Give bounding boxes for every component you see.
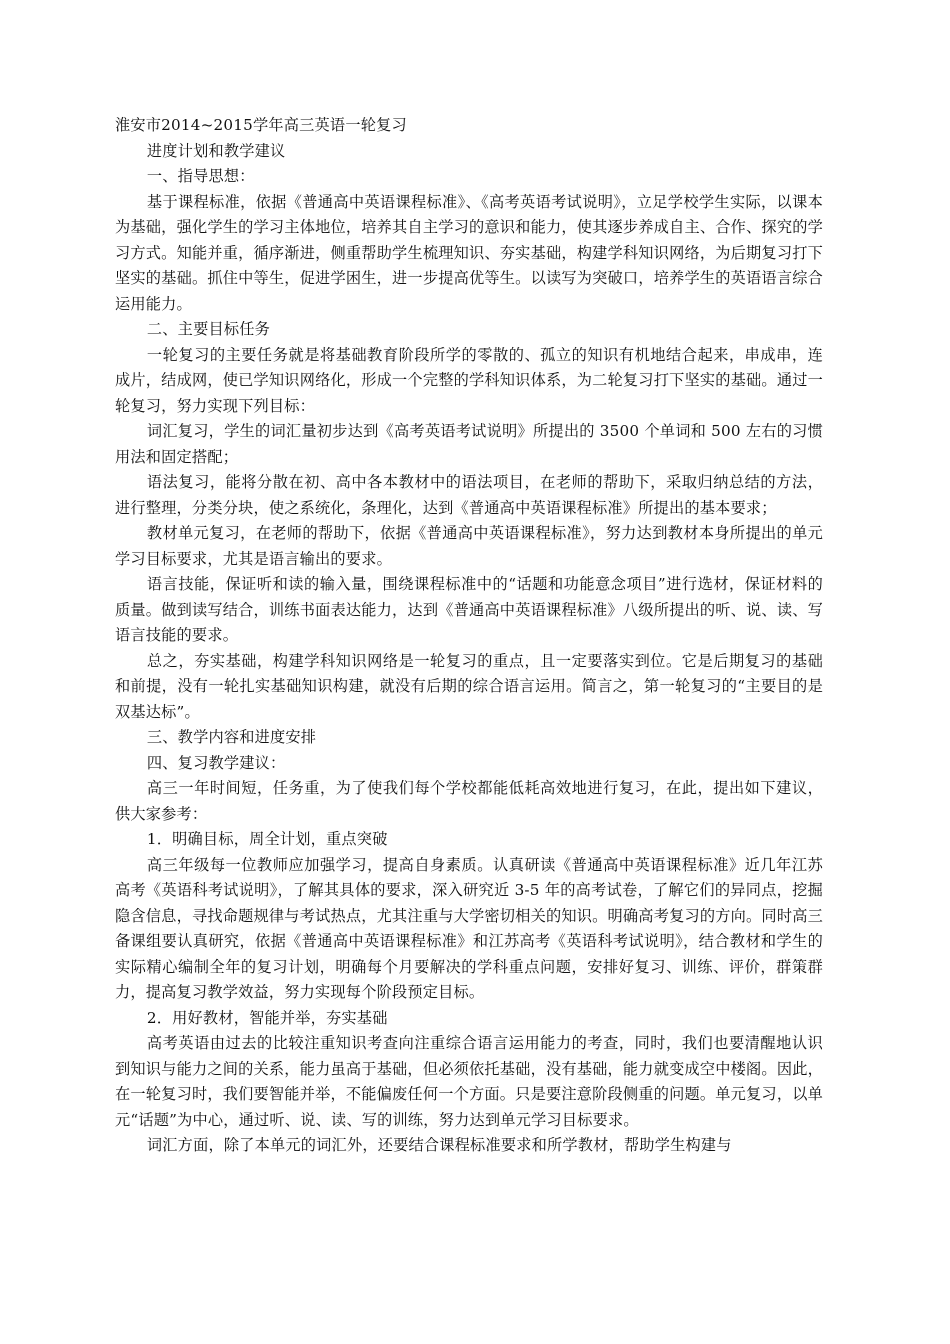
paragraph: 高三一年时间短，任务重，为了使我们每个学校都能低耗高效地进行复习，在此，提出如下建议，供大家参考：	[115, 779, 823, 823]
paragraph: 语法复习，能将分散在初、高中各本教材中的语法项目，在老师的帮助下，采取归纳总结的方法，进行整理，分类分块，使之系统化，条理化，达到《普通高中英语课程标准》所提出的基本要求；	[115, 473, 823, 517]
section-heading-content-schedule: 三、教学内容和进度安排	[146, 728, 317, 746]
paragraph: 语言技能，保证听和读的输入量，围绕课程标准中的“话题和功能意念项目”进行选材，保证材料的质量。做到读写结合，训练书面表达能力，达到《普通高中英语课程标准》八级所提出的听、说、读、写语言技能的要求。	[115, 575, 823, 644]
subheading-clear-goals: 1．明确目标，周全计划，重点突破	[146, 830, 388, 848]
subheading-use-textbooks: 2．用好教材，智能并举，夯实基础	[146, 1008, 388, 1027]
paragraph: 词汇方面，除了本单元的词汇外，还要结合课程标准要求和所学教材，帮助学生构建与	[146, 1136, 732, 1154]
paragraph: 高三年级每一位教师应加强学习，提高自身素质。认真研读《普通高中英语课程标准》近几年江苏高考《英语科考试说明》，了解其具体的要求，深入研究近 3-5 年的高考试卷，了解它们的异同点，挖掘隐含信息，寻找命题规律与考试热点，尤其注重与大学密切相关的知识。明确高考复习的方向。同时高三备课组要认真研究，依据《普通高中英语课程标准》和江苏高考《英语科考试说明》，结合教材和学生的实际精心编制全年的复习计划，明确每个月要解决的学科重点问题，安排好复习、训练、评价，群策群力，提高复习教学效益，努力实现每个阶段预定目标。	[115, 855, 823, 1001]
section-heading-main-goals: 二、主要目标任务	[146, 320, 271, 338]
paragraph: 教材单元复习，在老师的帮助下，依据《普通高中英语课程标准》，努力达到教材本身所提出的单元学习目标要求，尤其是语言输出的要求。	[115, 524, 823, 568]
paragraph: 一轮复习的主要任务就是将基础教育阶段所学的零散的、孤立的知识有机地结合起来，串成串，连成片，结成网，使已学知识网络化，形成一个完整的学科知识体系，为二轮复习打下坚实的基础。通过一轮复习，努力实现下列目标：	[115, 345, 823, 415]
paragraph: 总之，夯实基础，构建学科知识网络是一轮复习的重点，且一定要落实到位。它是后期复习的基础和前提，没有一轮扎实基础知识构建，就没有后期的综合语言运用。简言之，第一轮复习的“主要目的是双基达标”。	[115, 651, 823, 721]
document-subtitle: 进度计划和教学建议	[146, 141, 286, 160]
paragraph: 词汇复习，学生的词汇量初步达到《高考英语考试说明》所提出的 3500 个单词和 500 左右的习惯用法和固定搭配；	[115, 422, 823, 466]
section-heading-guiding-ideology: 一、指导思想：	[146, 167, 255, 185]
section-heading-suggestions: 四、复习教学建议：	[146, 753, 286, 772]
paragraph: 基于课程标准，依据《普通高中英语课程标准》、《高考英语考试说明》，立足学校学生实际，以课本为基础，强化学生的学习主体地位，培养其自主学习的意识和能力，使其逐步养成自主、合作、探究的学习方式。知能并重，循序渐进，侧重帮助学生梳理知识、夯实基础，构建学科知识网络，为后期复习打下坚实的基础。抓住中等生，促进学困生，进一步提高优等生。以读写为突破口，培养学生的英语语言综合运用能力。	[115, 192, 823, 313]
paragraph: 高考英语由过去的比较注重知识考查向注重综合语言运用能力的考查，同时，我们也要清醒地认识到知识与能力之间的关系，能力虽高于基础，但必须依托基础，没有基础，能力就变成空中楼阁。因此，在一轮复习时，我们要智能并举，不能偏废任何一个方面。只是要注意阶段侧重的问题。单元复习，以单元“话题”为中心，通过听、说、读、写的训练，努力达到单元学习目标要求。	[115, 1034, 823, 1129]
document-title: 淮安市2014~2015学年高三英语一轮复习	[115, 116, 407, 134]
document-body	[115, 113, 823, 1159]
